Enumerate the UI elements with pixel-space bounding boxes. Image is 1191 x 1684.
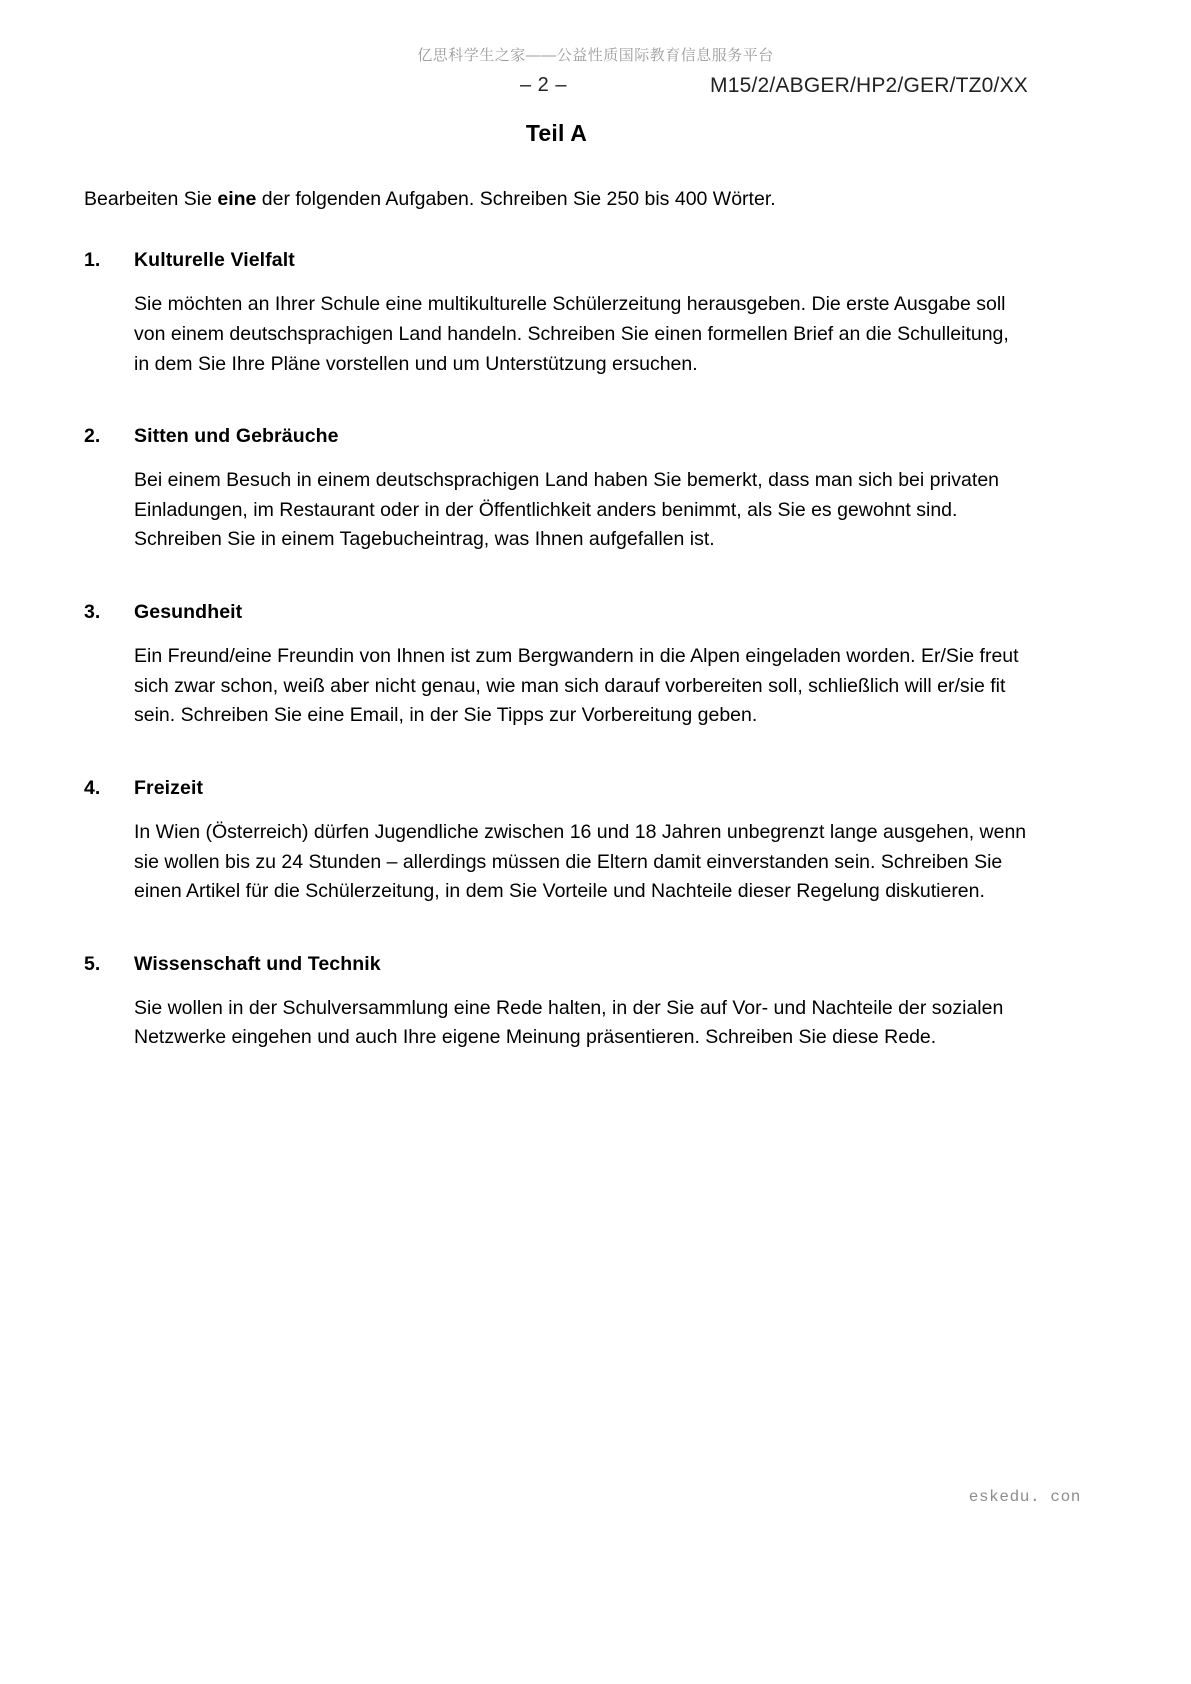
instruction-emphasis: eine [217,188,257,210]
task-heading-2 [84,425,1029,448]
instruction-post: der folgenden Aufgaben. Schreiben Sie 250 bis 400 Wörter. [256,188,776,210]
task-heading-5 [84,953,1029,976]
task-body-5: Sie wollen in der Schulversammlung eine Rede halten, in der Sie auf Vor- und Nachteile der sozialen Netzwerke eingehen und auch Ihre eigene Meinung präsentieren. Schreiben Sie diese Rede. [134,996,1004,1049]
instruction-line [84,185,1029,213]
task-heading-1 [84,249,1029,272]
page-header [0,74,1191,102]
task-item-1 [84,249,1029,379]
document-content [84,120,1029,1053]
document-code: M15/2/ABGER/HP2/GER/TZ0/XX [710,74,1028,97]
task-body-1: Sie möchten an Ihrer Schule eine multikulturelle Schülerzeitung herausgeben. Die erste Ausgabe soll von einem deutschsprachigen Land handeln. Schreiben Sie einen formellen Brief an die Schulleitung, in dem Sie Ihre Pläne vorstellen und um Unterstützung ersuchen. [134,293,1009,375]
task-heading-3 [84,601,1029,624]
task-item-3 [84,601,1029,731]
task-number-2: 2. [84,425,101,448]
task-item-5 [84,953,1029,1053]
task-body-4: In Wien (Österreich) dürfen Jugendliche zwischen 16 und 18 Jahren unbegrenzt lange ausgehen, wenn sie wollen bis zu 24 Stunden – allerdings müssen die Eltern damit einverstanden sein. Schreiben Sie einen Artikel für die Schülerzeitung, in dem Sie Vorteile und Nachteile dieser Regelung diskutieren. [134,820,1027,903]
task-title-1: Kulturelle Vielfalt [134,249,295,272]
page-number: – 2 – [520,74,567,96]
task-number-3: 3. [84,601,101,624]
task-body-3: Ein Freund/eine Freundin von Ihnen ist zum Bergwandern in die Alpen eingeladen worden. Er/Sie freut sich zwar schon, weiß aber nicht genau, wie man sich darauf vorbereiten soll, schließlich will er/sie fit sein. Schreiben Sie eine Email, in der Sie Tipps zur Vorbereitung geben. [134,645,1019,727]
task-number-4: 4. [84,776,101,799]
task-heading-4 [84,777,1029,800]
task-number-1: 1. [84,249,101,272]
task-item-2 [84,425,1029,555]
section-title: Teil A [525,120,588,146]
top-watermark: 亿思科学生之家——公益性质国际教育信息服务平台 [417,47,774,64]
task-title-4: Freizeit [134,776,204,799]
task-title-2: Sitten und Gebräuche [134,425,339,448]
task-title-5: Wissenschaft und Technik [134,952,381,975]
task-body-2: Bei einem Besuch in einem deutschsprachigen Land haben Sie bemerkt, dass man sich bei privaten Einladungen, im Restaurant oder in der Öffentlichkeit anders benimmt, als Sie es gewohnt sind. Schreiben Sie in einem Tagebucheintrag, was Ihnen aufgefallen ist. [134,469,1000,551]
bottom-watermark: eskedu. con [968,1488,1081,1506]
task-item-4 [84,777,1029,907]
instruction-pre: Bearbeiten Sie [84,188,218,210]
task-number-5: 5. [84,952,101,975]
task-title-3: Gesundheit [134,601,243,624]
